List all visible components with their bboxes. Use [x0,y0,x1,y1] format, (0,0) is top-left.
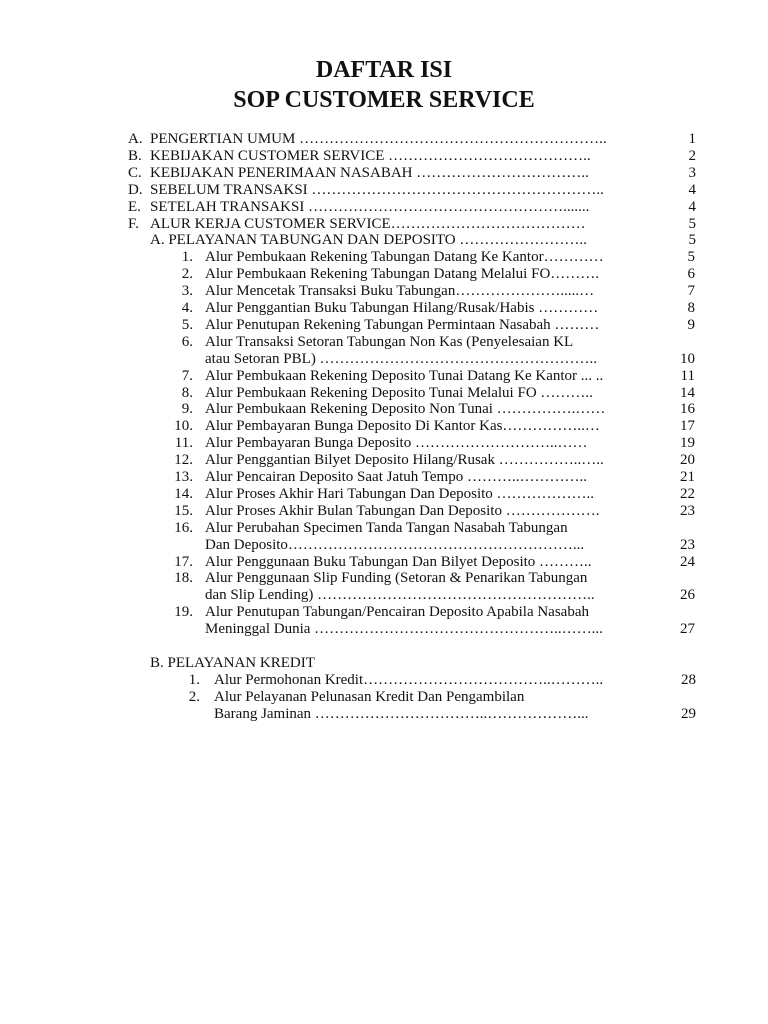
entry-marker: E. [128,198,141,215]
entry-page-number: 16 [680,401,695,418]
entry-number: 2. [188,688,200,705]
entry-number: 15. [174,502,193,519]
entry-number: 2. [181,266,193,283]
entry-title: KEBIJAKAN CUSTOMER SERVICE ………………………………….. [150,147,591,164]
toc-sub-entry [0,570,768,587]
toc-sub-entry [0,368,768,385]
toc-sub-entry [0,401,768,418]
entry-title: Alur Pencairan Deposito Saat Jatuh Tempo ………..………….. [205,469,587,485]
entry-number: 17. [174,553,193,570]
entry-title-continuation: atau Setoran PBL) ……………………………………………….. [205,350,598,367]
entry-page-number: 6 [687,266,695,283]
entry-page-number: 5 [687,249,695,266]
entry-page-number: 28 [681,671,696,688]
toc-entry [128,165,696,182]
entry-marker: C. [128,164,142,181]
section-page-number: 5 [688,232,696,249]
section-heading [150,655,696,672]
entry-title: Alur Penutupan Rekening Tabungan Permintaan Nasabah ……… [205,316,600,333]
entry-marker: D. [128,181,143,198]
entry-number: 1. [188,671,200,688]
toc-sub-entry [0,554,768,571]
toc-entry [128,216,696,233]
toc-sub-entry [0,266,768,283]
entry-title: Alur Pelayanan Pelunasan Kredit Dan Pengambilan [214,688,525,705]
entry-page-number: 10 [680,350,695,367]
entry-title: Alur Transaksi Setoran Tabungan Non Kas (Penyelesaian KL [205,333,574,350]
entry-title-continuation: Meninggal Dunia …………………………………………..……... [205,621,603,638]
section-title: B. PELAYANAN KREDIT [150,655,315,671]
toc-sub-entry-continuation [0,587,768,604]
toc-sub-entry [0,249,768,266]
entry-number: 10. [174,418,193,435]
entry-title: Alur Pembukaan Rekening Deposito Non Tunai …………….…… [205,401,606,418]
entry-title: Alur Penggunaan Slip Funding (Setoran & Penarikan Tabungan [205,570,588,587]
entry-title: SETELAH TRANSAKSI ……………………………………………....... [150,198,590,215]
entry-page-number: 11 [680,367,695,384]
entry-number: 12. [174,452,193,469]
entry-title: Alur Penggantian Bilyet Deposito Hilang/Rusak ……………..….. [205,452,604,469]
entry-title: Alur Pembayaran Bunga Deposito Di Kantor Kas……………..… [205,418,600,435]
section-heading [150,232,696,249]
entry-number: 19. [174,604,193,621]
entry-number: 6. [181,333,193,350]
toc-sub-entry [0,300,768,317]
entry-page-number: 3 [688,164,696,181]
toc-entry [128,182,696,199]
toc-sub-entry-continuation [0,621,768,638]
toc-sub-entry [0,520,768,537]
entry-title: Alur Pembukaan Rekening Deposito Tunai Datang Ke Kantor ... .. [205,367,604,384]
entry-title-continuation: Barang Jaminan ……………………………..………………... [214,705,589,722]
toc-entry [128,131,696,148]
toc-sub-entry [0,435,768,452]
entry-title: KEBIJAKAN PENERIMAAN NASABAH …………………………….. [150,164,589,181]
entry-page-number: 29 [681,705,696,722]
section-title: A. PELAYANAN TABUNGAN DAN DEPOSITO …………………….. [150,232,587,249]
entry-number: 18. [174,570,193,587]
entry-page-number: 22 [680,485,695,502]
entry-marker: F. [128,215,139,232]
entry-page-number: 9 [687,316,695,333]
entry-page-number: 23 [680,536,695,553]
document-title: DAFTAR ISI [315,57,453,83]
entry-number: 16. [174,519,193,536]
entry-title: Alur Pembayaran Bunga Deposito ………………………..…… [205,435,588,452]
toc-sub-entry [0,604,768,621]
toc-sub-entry [0,689,768,706]
entry-number: 13. [174,469,193,485]
entry-page-number: 19 [680,435,695,452]
entry-page-number: 8 [687,300,695,316]
entry-number: 7. [181,367,193,384]
toc-sub-entry-continuation [0,351,768,368]
toc-entry [128,199,696,216]
entry-title: Alur Mencetak Transaksi Buku Tabungan………………….....… [205,283,595,300]
entry-title: Alur Penggunaan Buku Tabungan Dan Bilyet Deposito ……….. [205,553,592,570]
entry-title: Alur Penggantian Buku Tabungan Hilang/Rusak/Habis ………… [205,300,599,316]
toc-entry [128,148,696,165]
entry-page-number: 4 [688,181,696,198]
entry-number: 3. [181,283,193,300]
toc-sub-entry [0,452,768,469]
entry-page-number: 1 [688,131,696,147]
toc-sub-entry-continuation [0,537,768,554]
entry-title: Alur Perubahan Specimen Tanda Tangan Nasabah Tabungan [205,519,568,536]
toc-sub-entry [0,503,768,520]
entry-title-continuation: Dan Deposito…………………………………………………... [205,536,585,553]
entry-title: Alur Penutupan Tabungan/Pencairan Deposito Apabila Nasabah [205,604,589,621]
entry-page-number: 21 [680,469,695,485]
entry-number: 8. [181,384,193,401]
entry-number: 1. [181,249,193,266]
entry-title: Alur Permohonan Kredit………………………………..……….. [214,671,604,688]
entry-number: 5. [181,316,193,333]
entry-title: Alur Pembukaan Rekening Deposito Tunai Melalui FO ……….. [205,384,593,401]
entry-number: 4. [181,300,193,316]
entry-marker: B. [128,147,142,164]
entry-page-number: 27 [680,621,695,638]
toc-sub-entry [0,486,768,503]
toc-sub-entry [0,385,768,402]
toc-sub-entry [0,418,768,435]
entry-page-number: 14 [680,384,695,401]
toc-sub-entry [0,469,768,486]
entry-page-number: 2 [688,147,696,164]
entry-title: Alur Proses Akhir Hari Tabungan Dan Deposito ……………….. [205,485,595,502]
entry-title: PENGERTIAN UMUM …………………………………………………….. [150,131,607,147]
entry-title-continuation: dan Slip Lending) ……………………………………………….. [205,587,595,604]
entry-title: Alur Proses Akhir Bulan Tabungan Dan Deposito ………………. [205,502,600,519]
entry-title: Alur Pembukaan Rekening Tabungan Datang Ke Kantor………… [205,249,604,266]
entry-number: 11. [174,435,193,452]
entry-title: Alur Pembukaan Rekening Tabungan Datang Melalui FO………. [205,266,600,283]
entry-number: 9. [181,401,193,418]
entry-title: SEBELUM TRANSAKSI ………………………………………………….. [150,181,604,198]
entry-title: ALUR KERJA CUSTOMER SERVICE………………………………… [150,215,586,232]
toc-sub-entry [0,334,768,351]
entry-page-number: 17 [680,418,695,435]
toc-sub-entry [0,283,768,300]
entry-page-number: 5 [688,215,696,232]
toc-sub-entry [0,672,768,689]
entry-number: 14. [174,485,193,502]
entry-marker: A. [128,131,143,147]
entry-page-number: 26 [680,587,695,604]
toc-sub-entry [0,317,768,334]
entry-page-number: 23 [680,502,695,519]
entry-page-number: 20 [680,452,695,469]
entry-page-number: 24 [680,553,695,570]
document-subtitle: SOP CUSTOMER SERVICE [233,87,535,113]
entry-page-number: 7 [687,283,695,300]
entry-page-number: 4 [688,198,696,215]
toc-sub-entry-continuation [0,706,768,723]
